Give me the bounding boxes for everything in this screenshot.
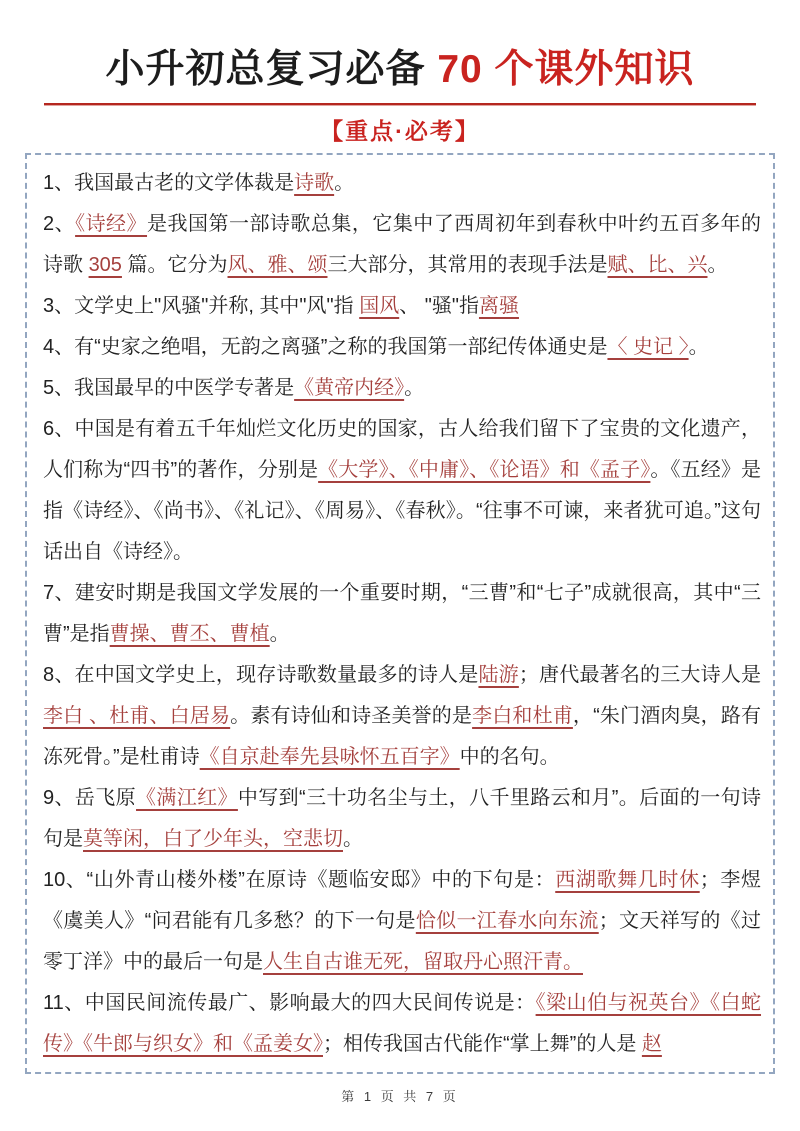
text-segment: ；相传我国古代能作“掌上舞”的人是 — [323, 1033, 642, 1055]
text-segment: 三大部分，其常用的表现手法是 — [327, 254, 608, 276]
text-segment: ，“朱门酒肉臭，路有冻死骨。”是杜甫诗 — [43, 705, 762, 768]
answer-segment: 陆游 — [478, 664, 519, 686]
text-segment: 10、“山外青山楼外楼”在原诗《题临安邸》中的下句是： — [43, 869, 556, 891]
text-segment: 2、 — [43, 213, 76, 235]
text-segment: 9、岳飞原 — [43, 787, 137, 809]
page-number-indicator: 第 1 页 共 7 页 — [341, 1089, 459, 1104]
answer-segment: 曹操、曹丕、曹植 — [109, 623, 270, 645]
text-segment: 。素有诗仙和诗圣美誉的是 — [230, 705, 473, 727]
knowledge-item — [43, 983, 761, 1065]
answer-segment: 〈 史记 〉 — [607, 336, 689, 358]
text-segment: 。 — [343, 828, 363, 850]
knowledge-list-box — [25, 153, 775, 1074]
knowledge-item — [43, 860, 761, 983]
answer-segment: 西湖歌舞几时休 — [555, 869, 700, 891]
answer-segment: 离骚 — [478, 295, 519, 317]
answer-segment: 国风 — [359, 295, 400, 317]
text-segment: 7、建安时期是我国文学发展的一个重要时期，“三曹”和“七子”成就很高，其中“三曹”是指 — [43, 582, 761, 645]
answer-segment: 人生自古谁无死，留取丹心照汗青。 — [263, 951, 583, 973]
text-segment: 5、我国最早的中医学专著是 — [43, 377, 295, 399]
text-segment: 篇。它分为 — [121, 254, 228, 276]
text-segment: 1、我国最古老的文学体裁是 — [43, 172, 295, 194]
answer-segment: 305 — [88, 254, 122, 276]
page-title-black: 小升初总复习必备 — [105, 48, 438, 91]
knowledge-item — [43, 163, 761, 204]
answer-segment: 《黄帝内经》 — [294, 377, 405, 399]
answer-segment: 赋、比、兴 — [607, 254, 708, 276]
knowledge-item — [43, 204, 761, 286]
knowledge-item — [43, 327, 761, 368]
answer-segment: 《大学》、《中庸》、《论语》和《孟子》 — [318, 459, 651, 481]
text-segment: 。 — [269, 623, 290, 645]
answer-segment: 诗歌 — [294, 172, 335, 194]
answer-segment: 风、雅、颂 — [227, 254, 328, 276]
answer-segment: 恰似一江春水向东流 — [415, 910, 599, 932]
text-segment: 。 — [707, 254, 728, 276]
text-segment: 是我国第一部诗歌总集，它集中了西周初年到春秋中叶约五百多年的诗歌 — [43, 213, 762, 276]
answer-segment: 李白 、杜甫、白居易 — [43, 705, 231, 727]
text-segment: 4、有“史家之绝唱，无韵之离骚”之称的我国第一部纪传体通史是 — [43, 336, 608, 358]
knowledge-item — [43, 286, 761, 327]
answer-segment: 《诗经》 — [75, 213, 148, 235]
text-segment: 中写到“三十功名尘与土，八千里路云和月”。后面的一句诗句是 — [43, 787, 762, 850]
text-segment: ；唐代最著名的三大诗人是 — [518, 664, 762, 686]
page-footer — [0, 1086, 800, 1105]
subtitle-badge: 【重点·必考】 — [320, 118, 480, 144]
page-title-red: 70 个课外知识 — [437, 48, 695, 91]
knowledge-item — [43, 573, 761, 655]
text-segment: 。 — [404, 377, 425, 399]
answer-segment: 《满江红》 — [136, 787, 238, 809]
text-segment: 中的名句。 — [459, 746, 560, 768]
knowledge-item — [43, 778, 761, 860]
knowledge-item — [43, 368, 761, 409]
items-list — [43, 163, 761, 1065]
text-segment: 。 — [688, 336, 709, 358]
knowledge-item — [43, 655, 761, 778]
text-segment: 。 — [334, 172, 355, 194]
knowledge-item — [43, 409, 761, 573]
text-segment: 。《五经》是指《诗经》、《尚书》、《礼记》、《周易》、《春秋》。“往事不可谏，来者犹可追。”这句话出自《诗经》。 — [43, 459, 762, 563]
answer-segment: 赵 — [641, 1033, 662, 1055]
page-title — [0, 38, 800, 94]
page-header — [0, 0, 800, 146]
title-divider — [44, 103, 756, 106]
text-segment: 11、中国民间流传最广、影响最大的四大民间传说是： — [43, 992, 536, 1014]
text-segment: 6、中国是有着五千年灿烂文化历史的国家，古人给我们留下了宝贵的文化遗产，人们称为“四书”的著作，分别是 — [43, 418, 761, 481]
text-segment: ；文天祥写的《过零丁洋》中的最后一句是 — [43, 910, 762, 973]
text-segment: 8、在中国文学史上，现存诗歌数量最多的诗人是 — [43, 664, 479, 686]
text-segment: 3、文学史上"风骚"并称, 其中"风"指 — [43, 295, 360, 317]
answer-segment: 《自京赴奉先县咏怀五百字》 — [199, 746, 460, 768]
text-segment: ；李煜《虞美人》“问君能有几多愁？的下一句是 — [43, 869, 761, 932]
answer-segment: 莫等闲，白了少年头，空悲切 — [83, 828, 343, 850]
text-segment: 、 "骚"指 — [399, 295, 479, 317]
answer-segment: 李白和杜甫 — [472, 705, 573, 727]
answer-segment: 《梁山伯与祝英台》《白蛇传》《牛郎与织女》和《孟姜女》 — [43, 992, 762, 1055]
